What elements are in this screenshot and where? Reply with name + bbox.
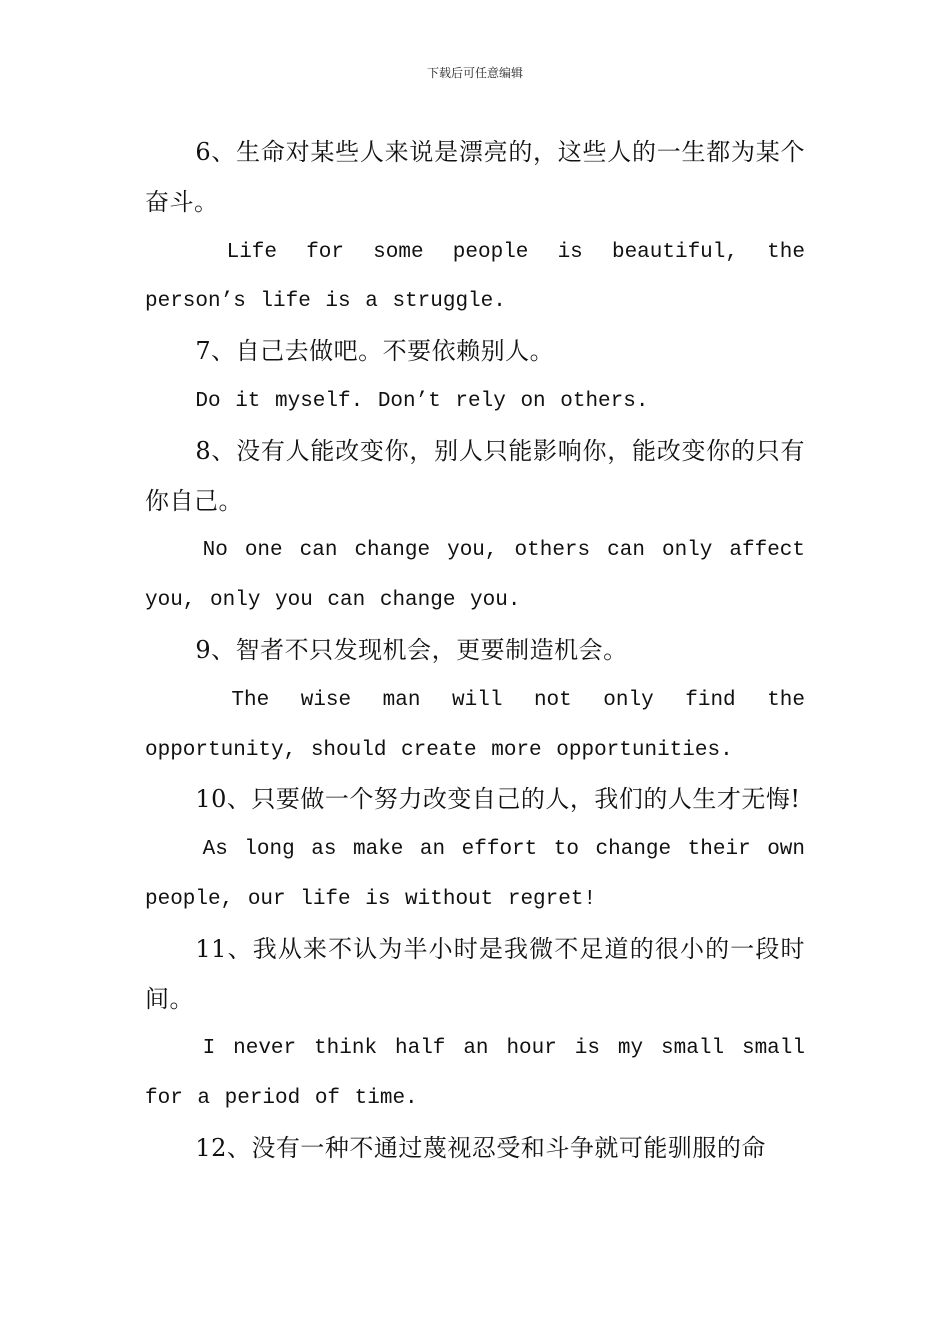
paragraph: Do it myself. Don’t rely on others. <box>195 389 649 413</box>
paragraph: 10、只要做一个努力改变自己的人，我们的人生才无悔! <box>195 785 801 814</box>
paragraph: Life for some people is beautiful, the person’s life is a struggle. <box>145 240 805 314</box>
paragraph: I never think half an hour is my small small for a period of time. <box>145 1037 805 1111</box>
page-header: 下载后可任意编辑 <box>426 66 523 80</box>
paragraph: 9、智者不只发现机会，更要制造机会。 <box>195 635 628 664</box>
paragraph: 6、生命对某些人来说是漂亮的，这些人的一生都为某个奋斗。 <box>145 138 805 216</box>
paragraph: 7、自己去做吧。不要依赖别人。 <box>195 337 555 366</box>
document-body <box>145 128 805 1174</box>
paragraph: As long as make an effort to change their own people, our life is without regret! <box>145 838 805 911</box>
paragraph: 8、没有人能改变你，别人只能影响你，能改变你的只有你自己。 <box>145 436 805 515</box>
paragraph: The wise man will not only find the opportunity, should create more opportunities. <box>145 688 805 762</box>
paragraph: No one can change you, others can only affect you, only you can change you. <box>145 539 805 613</box>
paragraph: 11、我从来不认为半小时是我微不足道的很小的一段时间。 <box>145 934 805 1013</box>
paragraph: 12、没有一种不通过蔑视忍受和斗争就可能驯服的命 <box>195 1133 766 1162</box>
